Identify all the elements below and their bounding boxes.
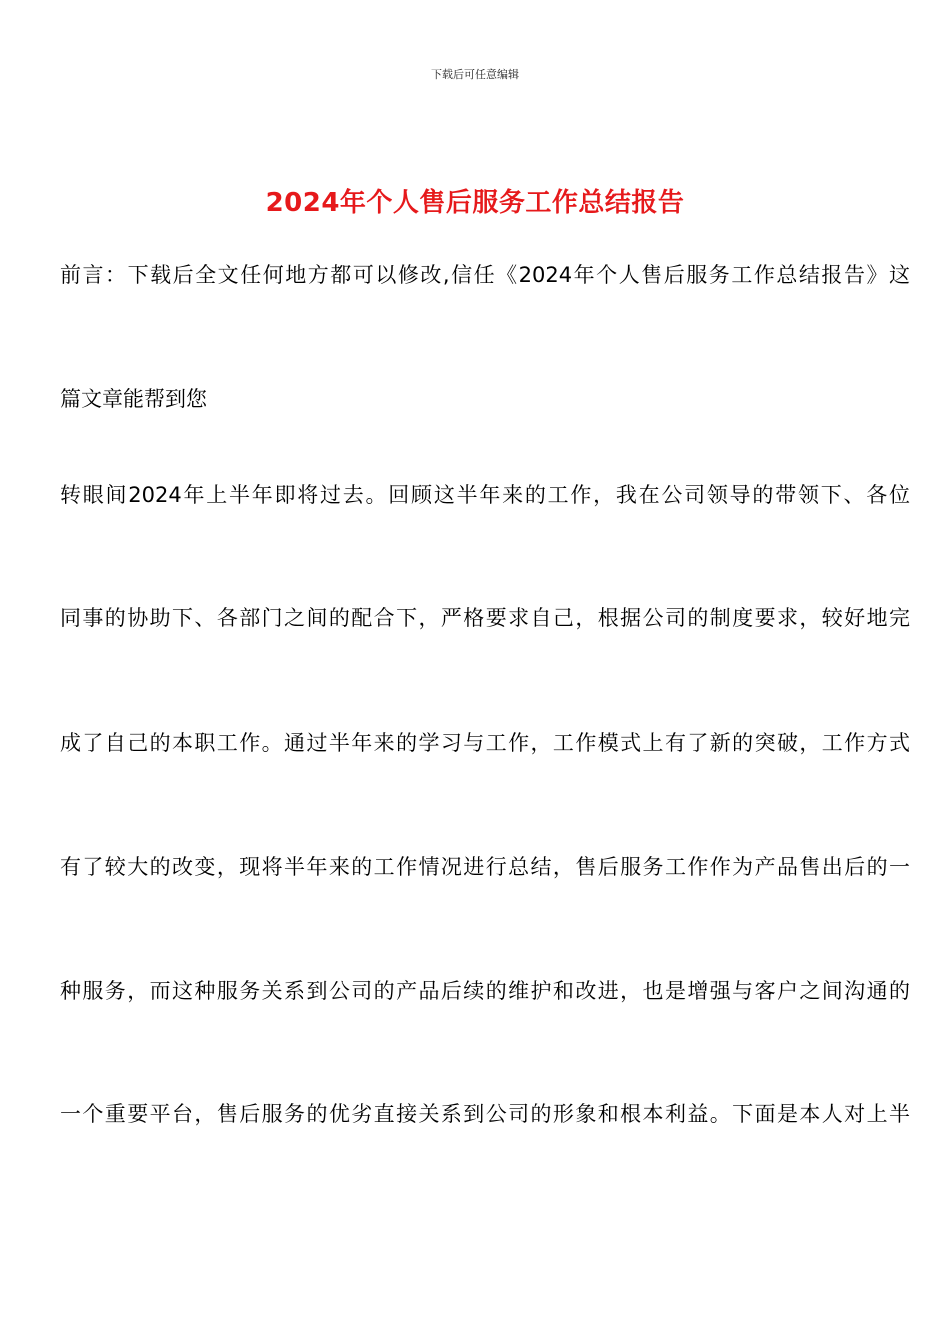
document-title: 2024年个人售后服务工作总结报告 <box>265 188 685 218</box>
page-header-note: 下载后可任意编辑 <box>431 68 519 81</box>
body-line-4: 有了较大的改变，现将半年来的工作情况进行总结，售后服务工作作为产品售出后的一 <box>60 855 910 879</box>
preface-line-2: 篇文章能帮到您 <box>60 387 207 411</box>
body-line-3: 成了自己的本职工作。通过半年来的学习与工作，工作模式上有了新的突破，工作方式 <box>60 731 910 755</box>
body-line-6: 一个重要平台，售后服务的优劣直接关系到公司的形象和根本利益。下面是本人对上半 <box>60 1102 910 1126</box>
body-line-5: 种服务，而这种服务关系到公司的产品后续的维护和改进，也是增强与客户之间沟通的 <box>60 979 910 1003</box>
body-line-2: 同事的协助下、各部门之间的配合下，严格要求自己，根据公司的制度要求，较好地完 <box>60 606 910 630</box>
preface-line-1: 前言：下载后全文任何地方都可以修改,信任《2024年个人售后服务工作总结报告》这 <box>60 263 910 287</box>
body-line-1: 转眼间2024年上半年即将过去。回顾这半年来的工作，我在公司领导的带领下、各位 <box>60 483 910 507</box>
